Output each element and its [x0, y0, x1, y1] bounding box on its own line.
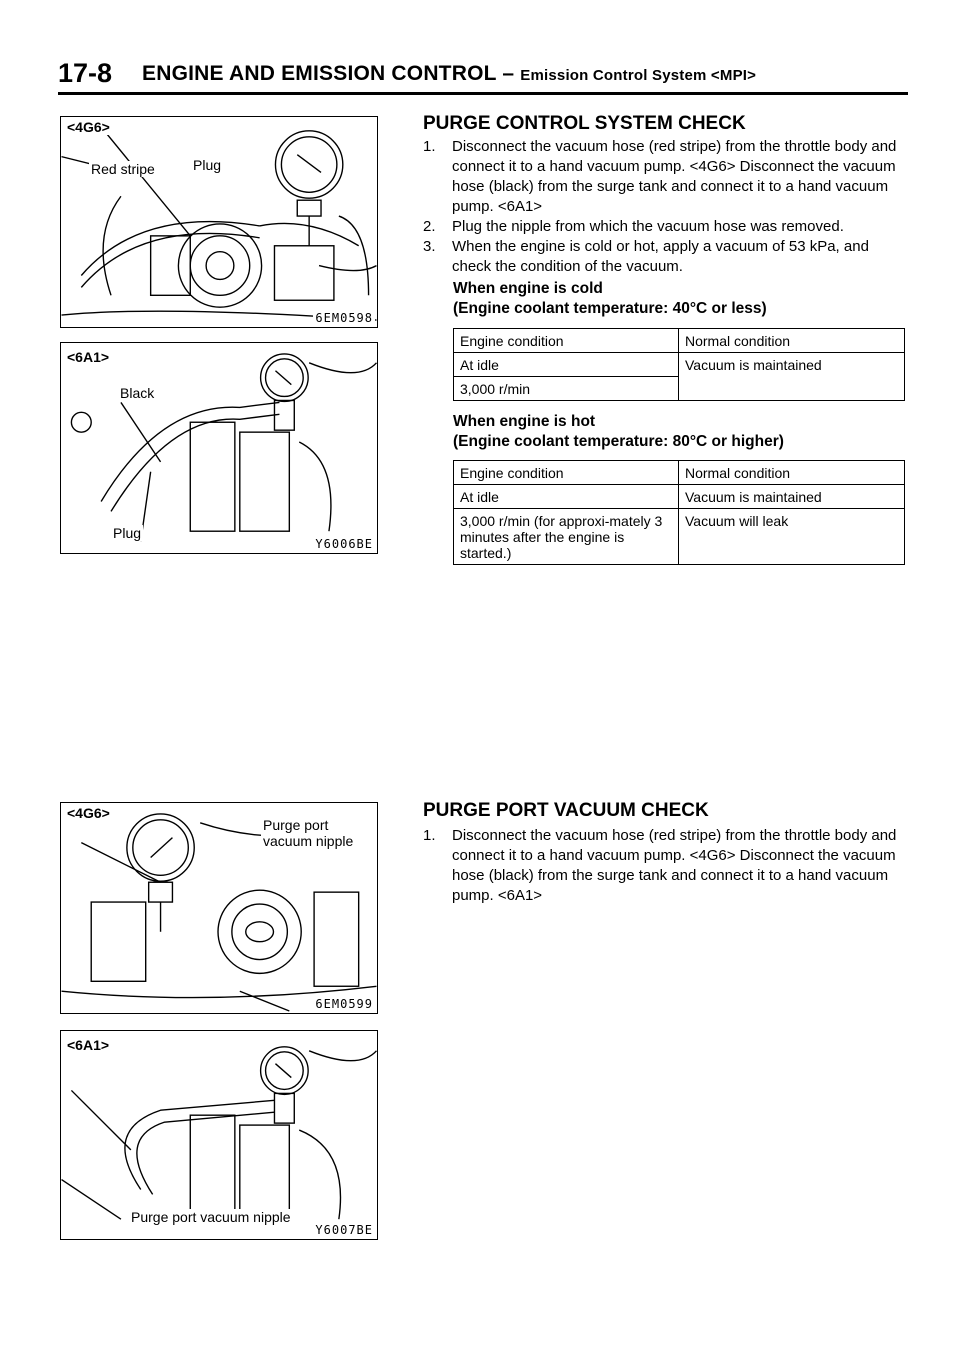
- step-number: 2.: [423, 218, 436, 235]
- chapter-title-text: ENGINE AND EMISSION CONTROL: [142, 62, 497, 85]
- table-cell: Vacuum is maintained: [679, 485, 905, 509]
- figure-code: 6EM0598: [315, 311, 373, 325]
- engine-illustration: [61, 1031, 377, 1239]
- step-text: Disconnect the vacuum hose (red stripe) from the throttle body and connect it to a hand vacuum pump. <4G6> Disconnect the vacuum hose (black) from the surge tank and connect it to a hand vacuum pump. <6A1>: [452, 138, 897, 215]
- cold-condition-line2: (Engine coolant temperature: 40°C or less): [453, 300, 767, 317]
- hot-condition-table: [453, 460, 905, 565]
- black-callout: Black: [120, 385, 155, 401]
- title-dash: –: [502, 62, 515, 85]
- section-title-purge-control: PURGE CONTROL SYSTEM CHECK: [423, 113, 746, 134]
- section-title-purge-port: PURGE PORT VACUUM CHECK: [423, 800, 709, 821]
- engine-tag: <6A1>: [67, 1037, 110, 1053]
- step-number: 1.: [423, 138, 436, 155]
- table-cell: 3,000 r/min: [454, 377, 679, 401]
- plug-callout: Plug: [113, 525, 142, 541]
- page-header: [58, 58, 908, 92]
- step-text: Plug the nipple from which the vacuum hose was removed.: [452, 218, 844, 235]
- table-cell: At idle: [454, 353, 679, 377]
- step-text: Disconnect the vacuum hose (red stripe) from the throttle body and connect it to a hand vacuum pump. <4G6> Disconnect the vacuum hose (black) from the surge tank and connect it to a hand vacuum pump. <6A1>: [452, 827, 897, 904]
- step-1: [423, 137, 907, 217]
- table-row: [454, 509, 905, 565]
- table-cell: Vacuum is maintained: [679, 353, 905, 401]
- figure-code: Y6007BE: [315, 1223, 373, 1237]
- plug-callout: Plug: [193, 157, 222, 173]
- engine-tag: <6A1>: [67, 349, 110, 365]
- table-header-cell: Normal condition: [679, 329, 905, 353]
- cold-condition-table: [453, 328, 905, 401]
- hot-condition-heading: [453, 412, 784, 452]
- engine-illustration: [61, 117, 377, 327]
- table-cell: 3,000 r/min (for approxi-mately 3 minutes after the engine is started.): [454, 509, 679, 565]
- purge-port-callout: Purge port vacuum nipple: [131, 1209, 291, 1225]
- table-header-cell: Engine condition: [454, 329, 679, 353]
- hot-condition-line2: (Engine coolant temperature: 80°C or higher): [453, 433, 784, 450]
- figure-4g6-purge-control: [60, 116, 378, 328]
- table-header-cell: Engine condition: [454, 461, 679, 485]
- chapter-title: [142, 62, 756, 86]
- figure-6a1-purge-control: [60, 342, 378, 554]
- engine-tag: <4G6>: [67, 805, 110, 821]
- cold-condition-heading: [453, 279, 767, 319]
- page-number: 17-8: [58, 58, 113, 88]
- table-cell: At idle: [454, 485, 679, 509]
- table-header-row: [454, 461, 905, 485]
- hot-condition-line1: When engine is hot: [453, 413, 596, 430]
- section-subtitle: Emission Control System <MPI>: [520, 67, 757, 84]
- table-row: [454, 353, 905, 377]
- step-3: [423, 237, 907, 277]
- table-header-cell: Normal condition: [679, 461, 905, 485]
- table-row: [454, 485, 905, 509]
- figure-code: Y6006BE: [315, 537, 373, 551]
- red-stripe-callout: Red stripe: [91, 161, 155, 177]
- step-number: 3.: [423, 238, 436, 255]
- table-header-row: [454, 329, 905, 353]
- step-2: [423, 217, 907, 237]
- figure-6a1-purge-port: [60, 1030, 378, 1240]
- step-number: 1.: [423, 827, 436, 844]
- figure-code: 6EM0599: [315, 997, 373, 1011]
- engine-tag: <4G6>: [67, 119, 110, 135]
- table-cell: Vacuum will leak: [679, 509, 905, 565]
- cold-condition-line1: When engine is cold: [453, 280, 603, 297]
- step-1: [423, 826, 907, 906]
- purge-port-callout: Purge port vacuum nipple: [261, 817, 370, 849]
- header-rule: [58, 92, 908, 95]
- figure-4g6-purge-port: [60, 802, 378, 1014]
- step-text: When the engine is cold or hot, apply a vacuum of 53 kPa, and check the condition of the vacuum.: [452, 238, 869, 275]
- engine-illustration: [61, 343, 377, 553]
